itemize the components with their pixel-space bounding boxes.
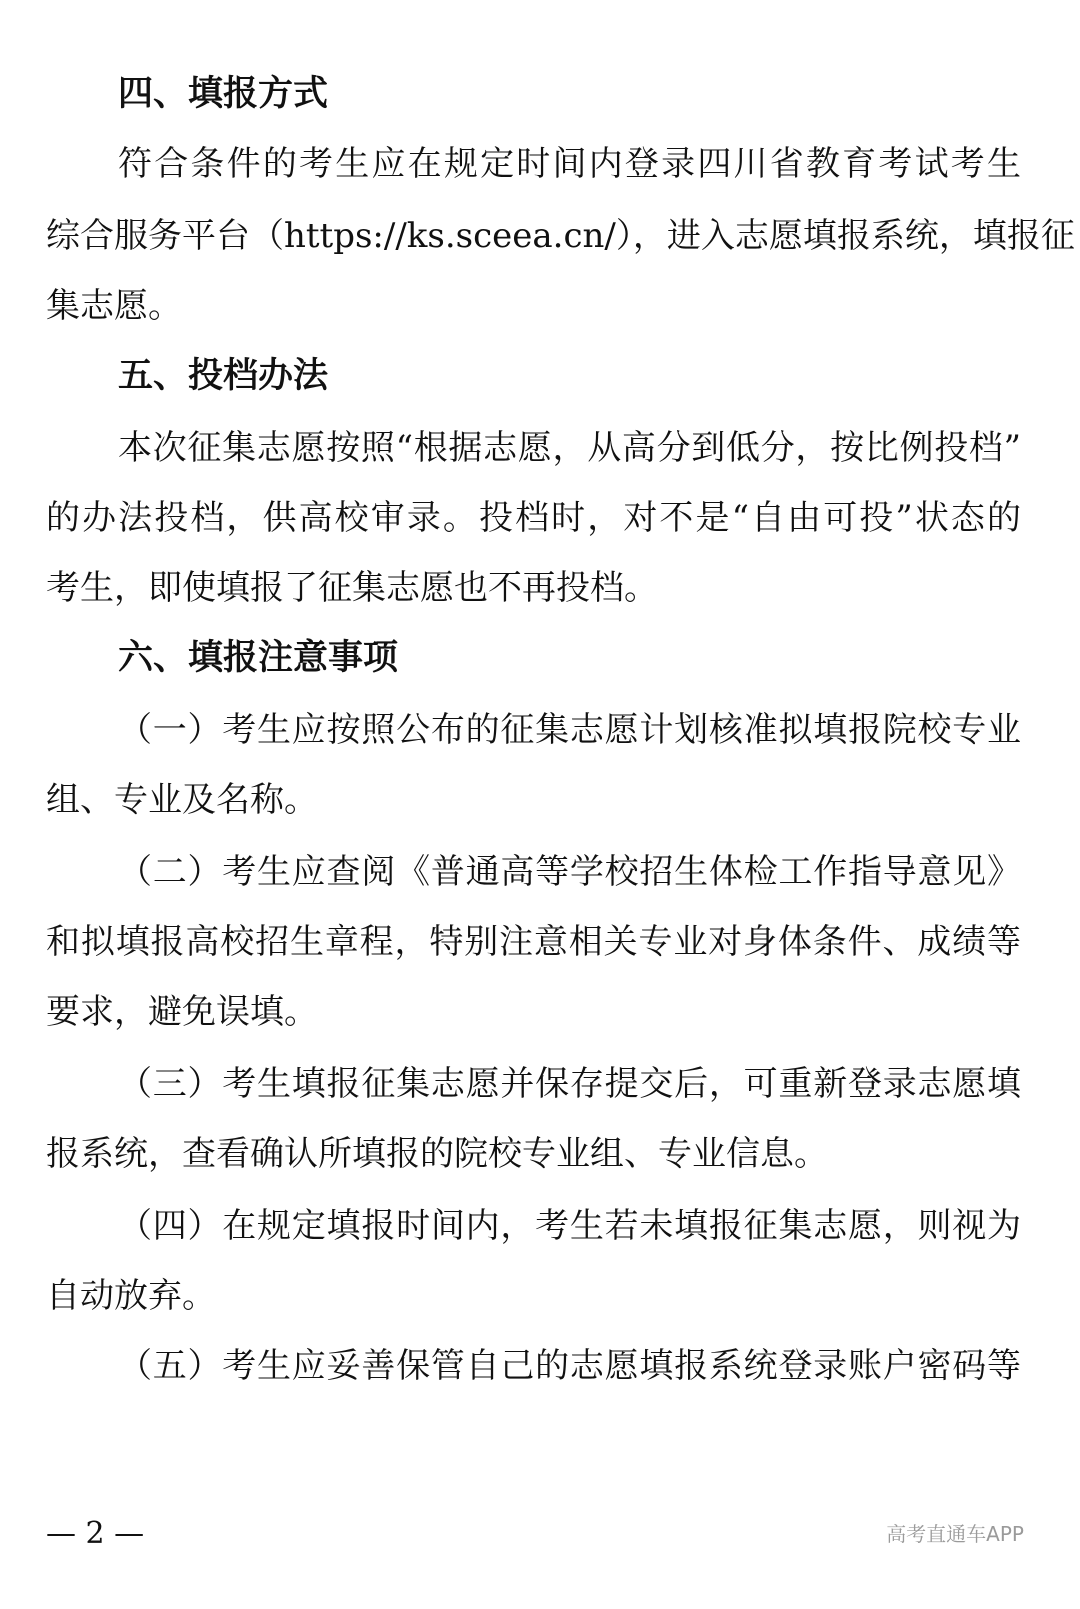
list-item-line: （一）考生应按照公布的征集志愿计划核准拟填报院校专业 <box>118 710 1021 750</box>
list-item-line: （五）考生应妥善保管自己的志愿填报系统登录账户密码等 <box>118 1346 1021 1386</box>
list-item-line: （二）考生应查阅《普通高等学校招生体检工作指导意见》 <box>118 852 1021 892</box>
paragraph-line: 的办法投档，供高校审录。投档时，对不是“自由可投”状态的 <box>46 498 1021 538</box>
app-watermark: 高考直通车APP <box>886 1522 1024 1546</box>
paragraph-line: 考生，即使填报了征集志愿也不再投档。 <box>46 568 658 608</box>
paragraph-line: 本次征集志愿按照“根据志愿，从高分到低分，按比例投档” <box>118 428 1021 468</box>
list-item-line: （三）考生填报征集志愿并保存提交后，可重新登录志愿填 <box>118 1064 1021 1104</box>
list-item-line: 和拟填报高校招生章程，特别注意相关专业对身体条件、成绩等 <box>46 922 1021 962</box>
page-number: — 2 — <box>46 1516 145 1551</box>
list-item-line: （四）在规定填报时间内，考生若未填报征集志愿，则视为 <box>118 1206 1021 1246</box>
paragraph-line: 综合服务平台（https://ks.sceea.cn/），进入志愿填报系统，填报征 <box>46 216 1075 256</box>
list-item-line: 要求，避免误填。 <box>46 992 318 1032</box>
list-item-line: 组、专业及名称。 <box>46 780 318 820</box>
paragraph-line: 集志愿。 <box>46 286 182 326</box>
section-heading-admission-method: 五、投档办法 <box>118 356 329 396</box>
list-item-line: 报系统，查看确认所填报的院校专业组、专业信息。 <box>46 1134 828 1174</box>
section-heading-notes: 六、填报注意事项 <box>118 638 399 678</box>
list-item-line: 自动放弃。 <box>46 1276 216 1316</box>
section-heading-filling-method: 四、填报方式 <box>118 74 329 114</box>
paragraph-line: 符合条件的考生应在规定时间内登录四川省教育考试考生 <box>118 144 1021 184</box>
